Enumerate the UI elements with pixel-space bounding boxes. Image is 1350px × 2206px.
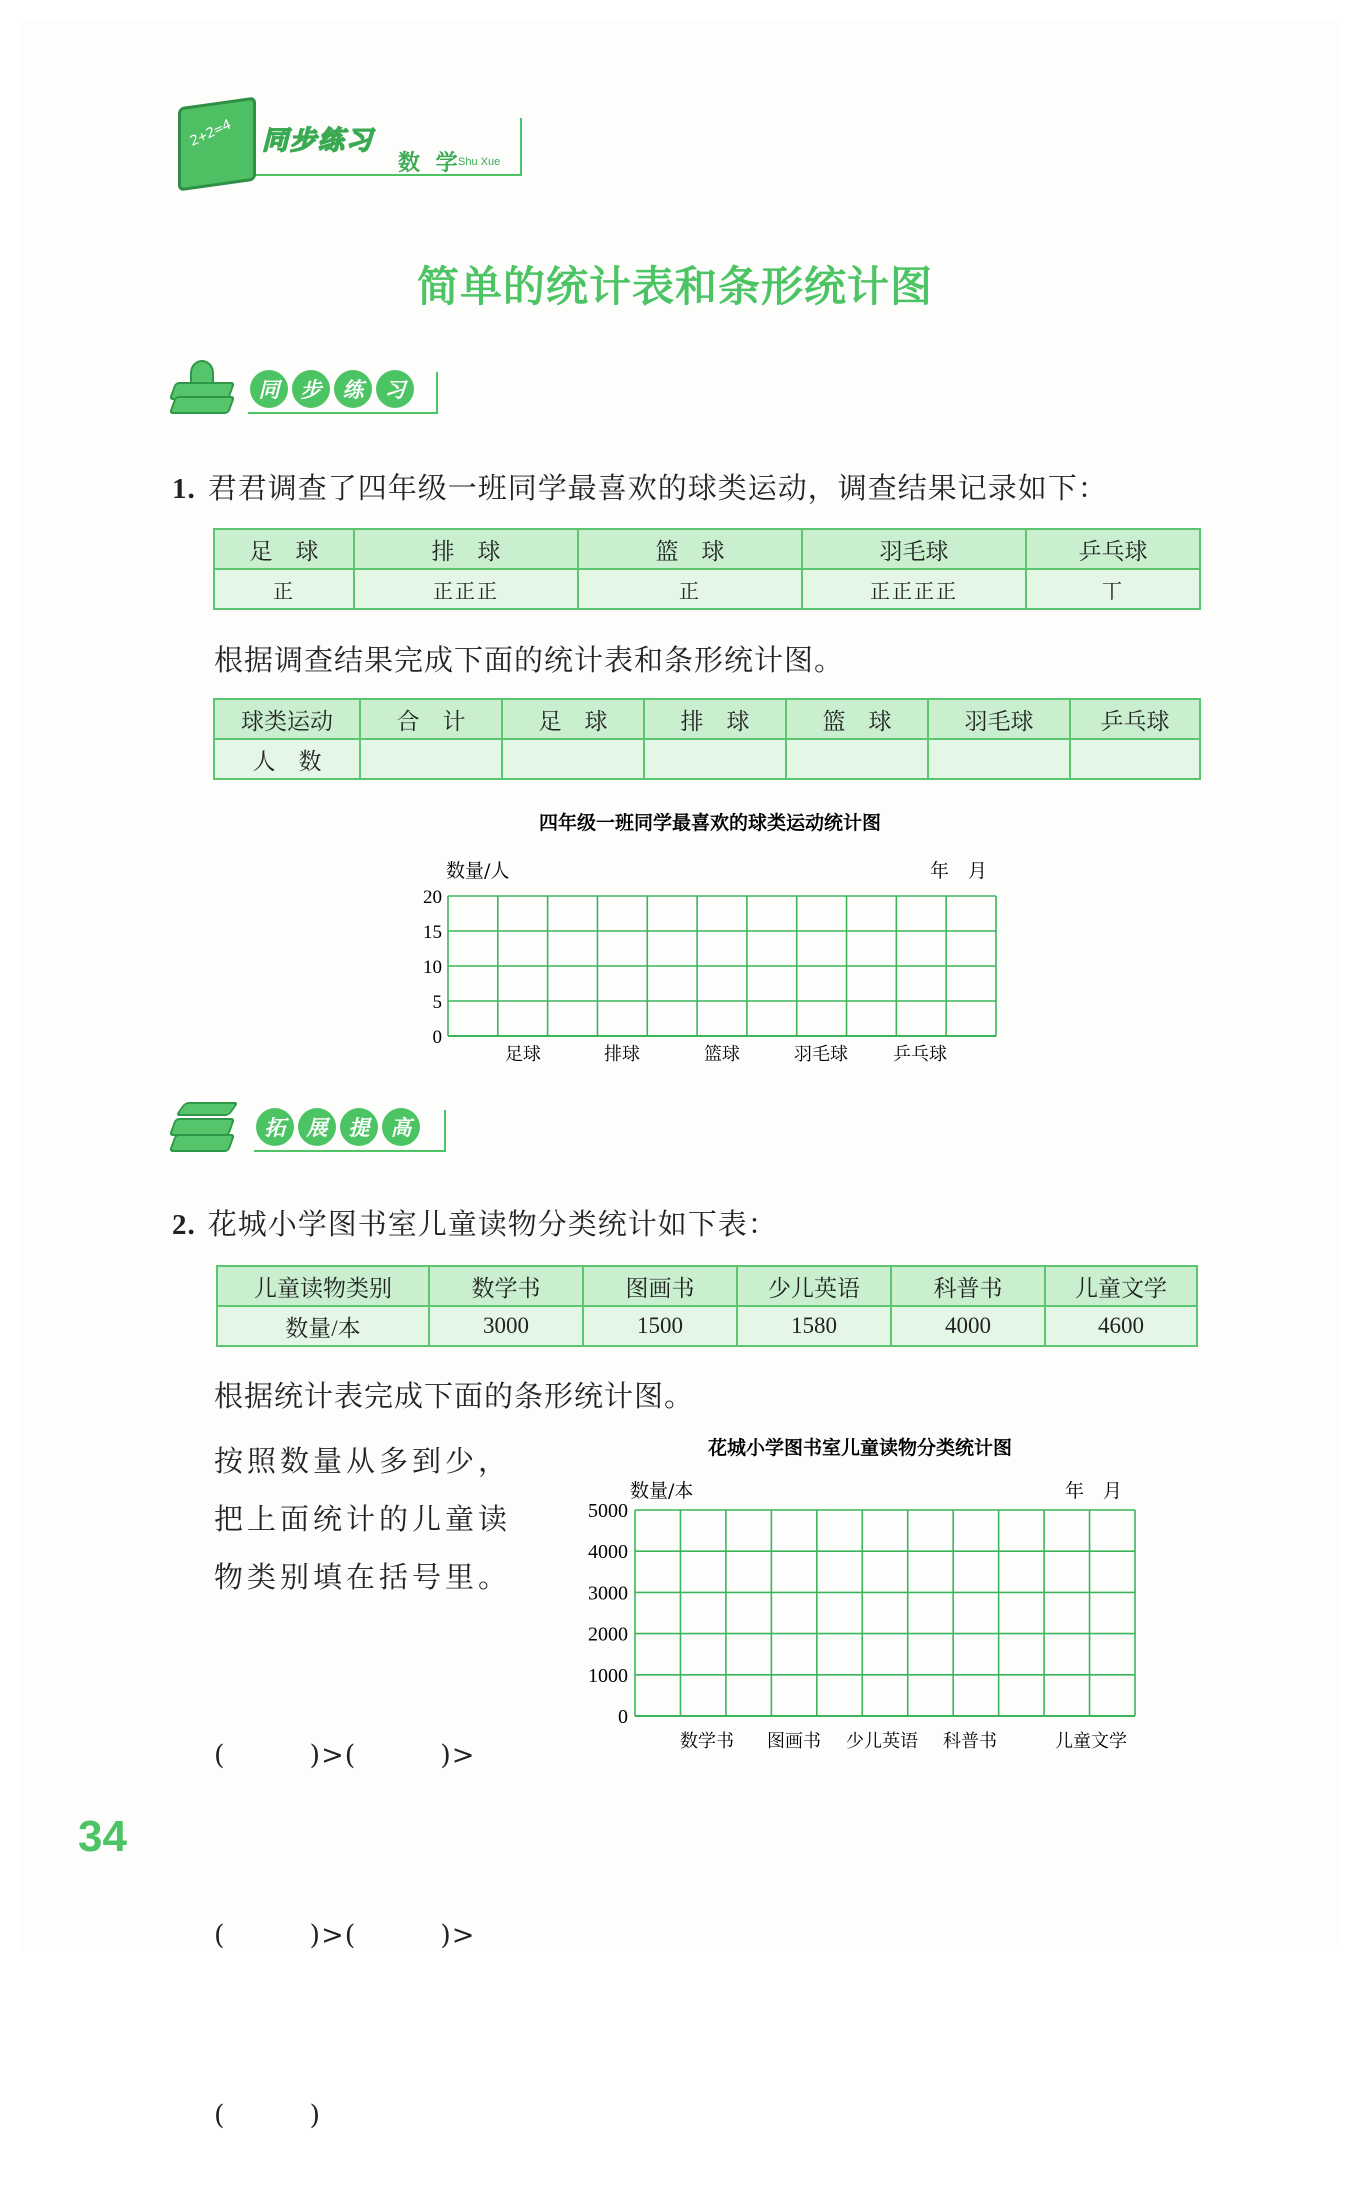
chart-title: 花城小学图书室儿童读物分类统计图 bbox=[707, 1437, 1013, 1459]
answer-cell[interactable] bbox=[1070, 739, 1200, 779]
chart-title: 四年级一班同学最喜欢的球类运动统计图 bbox=[538, 812, 882, 834]
badge-char: 提 bbox=[340, 1108, 378, 1146]
answer-cell[interactable] bbox=[786, 739, 928, 779]
header-cell: 乒乓球 bbox=[1026, 529, 1200, 569]
order-instructions bbox=[214, 1432, 511, 1606]
value-cell: 3000 bbox=[429, 1306, 583, 1346]
subject-label: 数 学 bbox=[398, 151, 462, 176]
x-category-label: 足球 bbox=[505, 1044, 541, 1065]
chart-books bbox=[560, 1424, 1180, 1764]
page-number: 34 bbox=[78, 1812, 127, 1861]
header-cell: 篮 球 bbox=[578, 529, 802, 569]
y-tick-label: 5 bbox=[432, 992, 442, 1013]
section-badge-extension bbox=[256, 1108, 420, 1146]
y-tick-label: 0 bbox=[432, 1027, 442, 1048]
x-category-label: 科普书 bbox=[943, 1731, 997, 1752]
header-cell: 篮 球 bbox=[786, 699, 928, 739]
question-number: 2. bbox=[172, 1209, 196, 1241]
y-tick-label: 3000 bbox=[588, 1582, 628, 1605]
order-line: 按照数量从多到少， bbox=[214, 1444, 512, 1478]
blank-line[interactable]: ( )>( )> bbox=[214, 1920, 476, 1951]
header-cell: 少儿英语 bbox=[737, 1266, 891, 1306]
order-blanks bbox=[214, 1606, 475, 2206]
y-tick-label: 4000 bbox=[588, 1541, 628, 1564]
y-tick-label: 20 bbox=[423, 887, 442, 908]
header-cell: 数学书 bbox=[429, 1266, 583, 1306]
badge-char: 高 bbox=[382, 1108, 420, 1146]
blank-line[interactable]: ( )>( )> bbox=[214, 1740, 476, 1771]
instruction-text: 根据调查结果完成下面的统计表和条形统计图。 bbox=[214, 643, 845, 677]
tally-cell: 丅 bbox=[1026, 569, 1200, 609]
blank-line[interactable]: ( ) bbox=[214, 2100, 322, 2131]
header-cell: 足 球 bbox=[214, 529, 354, 569]
badge-char: 步 bbox=[292, 370, 330, 408]
badge-char: 练 bbox=[334, 370, 372, 408]
value-cell: 1500 bbox=[583, 1306, 737, 1346]
subject-pinyin: Shu Xue bbox=[458, 156, 501, 168]
value-cell: 4600 bbox=[1045, 1306, 1197, 1346]
order-line: 把上面统计的儿童读 bbox=[214, 1502, 512, 1536]
x-category-label: 图画书 bbox=[767, 1731, 821, 1752]
books-table bbox=[216, 1265, 1198, 1347]
badge-char: 拓 bbox=[256, 1108, 294, 1146]
page-title: 简单的统计表和条形统计图 bbox=[416, 262, 933, 311]
x-category-label: 儿童文学 bbox=[1055, 1731, 1127, 1752]
date-label: 年 月 bbox=[1065, 1480, 1123, 1502]
answer-cell[interactable] bbox=[360, 739, 502, 779]
series-title: 同步练习 bbox=[262, 126, 375, 156]
header-cell: 足 球 bbox=[502, 699, 644, 739]
header-cell: 排 球 bbox=[354, 529, 578, 569]
tally-cell: 正 bbox=[578, 569, 802, 609]
chalkboard-icon: 2+2=4 bbox=[178, 97, 256, 192]
header-cell: 儿童读物类别 bbox=[217, 1266, 429, 1306]
question-text: 君君调查了四年级一班同学最喜欢的球类运动，调查结果记录如下： bbox=[207, 471, 1108, 505]
order-line: 物类别填在括号里。 bbox=[214, 1560, 512, 1594]
y-axis-label: 数量/本 bbox=[630, 1480, 694, 1502]
tally-cell: 正 bbox=[214, 569, 354, 609]
y-tick-label: 5000 bbox=[588, 1500, 628, 1522]
value-cell: 4000 bbox=[891, 1306, 1045, 1346]
y-axis-label: 数量/人 bbox=[446, 860, 510, 882]
y-tick-label: 1000 bbox=[588, 1664, 628, 1687]
chart-ball-sports bbox=[400, 800, 1020, 1070]
badge-char: 展 bbox=[298, 1108, 336, 1146]
header-cell: 儿童文学 bbox=[1045, 1266, 1197, 1306]
stat-table bbox=[213, 698, 1201, 780]
x-category-label: 乒乓球 bbox=[893, 1044, 947, 1065]
answer-cell[interactable] bbox=[928, 739, 1070, 779]
row-label: 数量/本 bbox=[217, 1306, 429, 1346]
header-cell: 羽毛球 bbox=[928, 699, 1070, 739]
question-text: 花城小学图书室儿童读物分类统计如下表： bbox=[207, 1207, 778, 1241]
graduation-books-icon bbox=[172, 1102, 232, 1156]
header-cell: 排 球 bbox=[644, 699, 786, 739]
question-1 bbox=[172, 466, 1108, 507]
badge-char: 习 bbox=[376, 370, 414, 408]
tally-cell: 正正正 bbox=[354, 569, 578, 609]
header-cell: 图画书 bbox=[583, 1266, 737, 1306]
instruction-text: 根据统计表完成下面的条形统计图。 bbox=[214, 1379, 695, 1413]
book-stack-icon bbox=[172, 360, 232, 414]
date-label: 年 月 bbox=[930, 860, 988, 882]
header-cell: 羽毛球 bbox=[802, 529, 1026, 569]
header-cell: 合 计 bbox=[360, 699, 502, 739]
x-category-label: 羽毛球 bbox=[794, 1044, 848, 1065]
y-tick-label: 2000 bbox=[588, 1623, 628, 1646]
header-cell: 科普书 bbox=[891, 1266, 1045, 1306]
answer-cell[interactable] bbox=[644, 739, 786, 779]
header-cell: 球类运动 bbox=[214, 699, 360, 739]
row-label: 人 数 bbox=[214, 739, 360, 779]
value-cell: 1580 bbox=[737, 1306, 891, 1346]
survey-table bbox=[213, 528, 1201, 610]
x-category-label: 数学书 bbox=[680, 1731, 734, 1752]
section-badge-practice bbox=[250, 370, 414, 408]
tally-cell: 正正正正 bbox=[802, 569, 1026, 609]
x-category-label: 排球 bbox=[604, 1044, 640, 1065]
y-tick-label: 10 bbox=[423, 957, 442, 978]
question-number: 1. bbox=[172, 473, 196, 505]
y-tick-label: 0 bbox=[618, 1706, 628, 1728]
answer-cell[interactable] bbox=[502, 739, 644, 779]
x-category-label: 篮球 bbox=[704, 1044, 740, 1065]
header-cell: 乒乓球 bbox=[1070, 699, 1200, 739]
badge-char: 同 bbox=[250, 370, 288, 408]
x-category-label: 少儿英语 bbox=[846, 1731, 918, 1752]
question-2 bbox=[172, 1202, 778, 1243]
y-tick-label: 15 bbox=[423, 922, 442, 943]
